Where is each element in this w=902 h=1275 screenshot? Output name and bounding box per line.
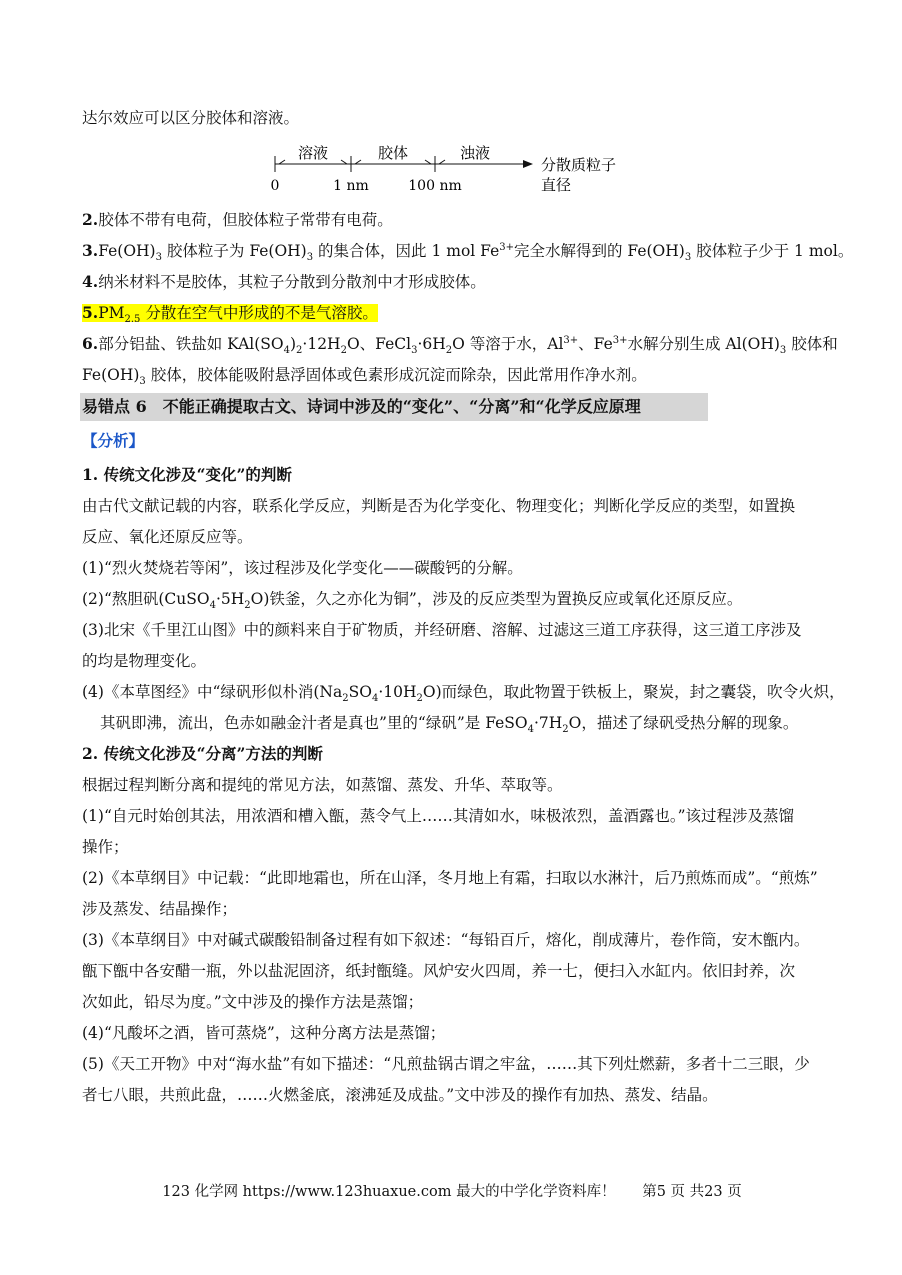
text-line: 其矾即沸，流出，色赤如融金汁者是真也”里的“绿矾”是 $FeSO_4\cdot 7H_2O$，描述了绿矾受热分解的现象。 <box>100 714 799 736</box>
text-line: (5)《天工开物》中对“海水盐”有如下描述：“凡煎盐锅古谓之牢盆，……其下列灶燃薪，多者十二三眼，少 <box>82 1055 810 1073</box>
text-line-highlight: $5.PM_{2.5}$ 分散在空气中形成的不是气溶胶。 <box>82 303 378 326</box>
text-line: (2)“熬胆矾$(CuSO_4\cdot 5H_2O)$铁釜，久之亦化为铜”，涉及的反应类型为置换反应或氧化还原反应。 <box>82 590 743 612</box>
tick-label-100nm: 100 nm <box>408 178 462 194</box>
text-line: (1)“烈火焚烧若等闲”，该过程涉及化学变化——碳酸钙的分解。 <box>82 559 523 577</box>
text-line: 者七八眼，共煎此盘，……火燃釜底，滚沸延及成盐。”文中涉及的操作有加热、蒸发、结晶。 <box>82 1086 718 1104</box>
text-line: 的均是物理变化。 <box>82 652 207 670</box>
text-line: (1)“自元时始创其法，用浓酒和槽入甑，蒸令气上……其清如水，味极浓烈，盖酒露也。”该过程涉及蒸馏 <box>82 807 795 825</box>
band-label-colloid: 胶体 <box>377 144 409 162</box>
page-footer <box>0 1180 902 1201</box>
text-line: (4)《本草图经》中“绿矾形似朴消$(Na_2SO_4\cdot 10H_2O)$而绿色，取此物置于铁板上，聚炭，封之囊袋，吹令火炽， <box>82 683 845 705</box>
section-title: 易错点 6 不能正确提取古文、诗词中涉及的“变化”、“分离”和“化学反应原理 <box>80 393 708 421</box>
text-line: 由古代文献记载的内容，联系化学反应，判断是否为化学变化、物理变化；判断化学反应的类型，如置换 <box>82 497 796 515</box>
text-line: (4)“凡酸坏之酒，皆可蒸烧”，这种分离方法是蒸馏； <box>82 1024 446 1042</box>
text-line: 根据过程判断分离和提纯的常见方法，如蒸馏、蒸发、升华、萃取等。 <box>82 776 563 794</box>
tick-label-1nm: 1 nm <box>333 178 369 194</box>
axis-label-2: 直径 <box>541 176 572 194</box>
text-line: $Fe(OH)_3$ 胶体，胶体能吸附悬浮固体或色素形成沉淀而除杂，因此常用作净水剂。 <box>82 366 647 388</box>
text-line: 6.部分铝盐、铁盐如 $KAl(SO_4)_2\cdot 12H_2O$、$FeCl_3\cdot 6H_2O$ 等溶于水，$Al^{3+}$、$Fe^{3+}$水解分别生成 $Al(OH)_3$ 胶体和 <box>82 334 838 357</box>
text-line: 4.纳米材料不是胶体，其粒子分散到分散剂中才形成胶体。 <box>82 272 486 291</box>
band-label-suspension: 浊液 <box>459 144 491 162</box>
axis-label: 分散质粒子 <box>541 156 617 174</box>
text-line: 达尔效应可以区分胶体和溶液。 <box>82 109 300 127</box>
text-line: 2.胶体不带有电荷，但胶体粒子常带有电荷。 <box>82 210 393 229</box>
text-line: (3)北宋《千里江山图》中的颜料来自于矿物质，并经研磨、溶解、过滤这三道工序获得，这三道工序涉及 <box>82 621 802 639</box>
text-line: 甑下甑中各安醋一瓶，外以盐泥固济，纸封甑缝。风炉安火四周，养一七，便扫入水缸内。依旧封养，次 <box>82 962 796 980</box>
text-line: 反应、氧化还原反应等。 <box>82 528 253 546</box>
analysis-label: 【分析】 <box>82 431 145 450</box>
footer-page-number: 第5 页 共23 页 <box>642 1184 742 1200</box>
text-line: (2)《本草纲目》中记载：“此即地霜也，所在山泽，冬月地上有霜，扫取以水淋汁，后乃煎炼而成”。“煎炼” <box>82 869 818 887</box>
dispersion-diagram <box>265 138 645 198</box>
text-line: (3)《本草纲目》中对碱式碳酸铅制备过程有如下叙述：“每铅百斤，熔化，削成薄片，卷作筒，安木甑内。 <box>82 931 810 949</box>
text-line: 操作； <box>82 838 129 856</box>
text-line: 涉及蒸发、结晶操作； <box>82 900 238 918</box>
band-label-solution: 溶液 <box>297 144 329 162</box>
subheading: 2. 传统文化涉及“分离”方法的判断 <box>82 744 323 763</box>
subheading: 1. 传统文化涉及“变化”的判断 <box>82 465 292 484</box>
text-line: $3.Fe(OH)_3$ 胶体粒子为 $Fe(OH)_3$ 的集合体，因此 1 mol $Fe^{3+}$完全水解得到的 $Fe(OH)_3$ 胶体粒子少于 1 mol。 <box>82 241 854 264</box>
footer-site: 123 化学网 https://www.123huaxue.com 最大的中学化学资料库！ <box>162 1184 616 1200</box>
text-line: 次如此，铅尽为度。”文中涉及的操作方法是蒸馏； <box>82 993 424 1011</box>
tick-label-0: 0 <box>270 178 280 194</box>
